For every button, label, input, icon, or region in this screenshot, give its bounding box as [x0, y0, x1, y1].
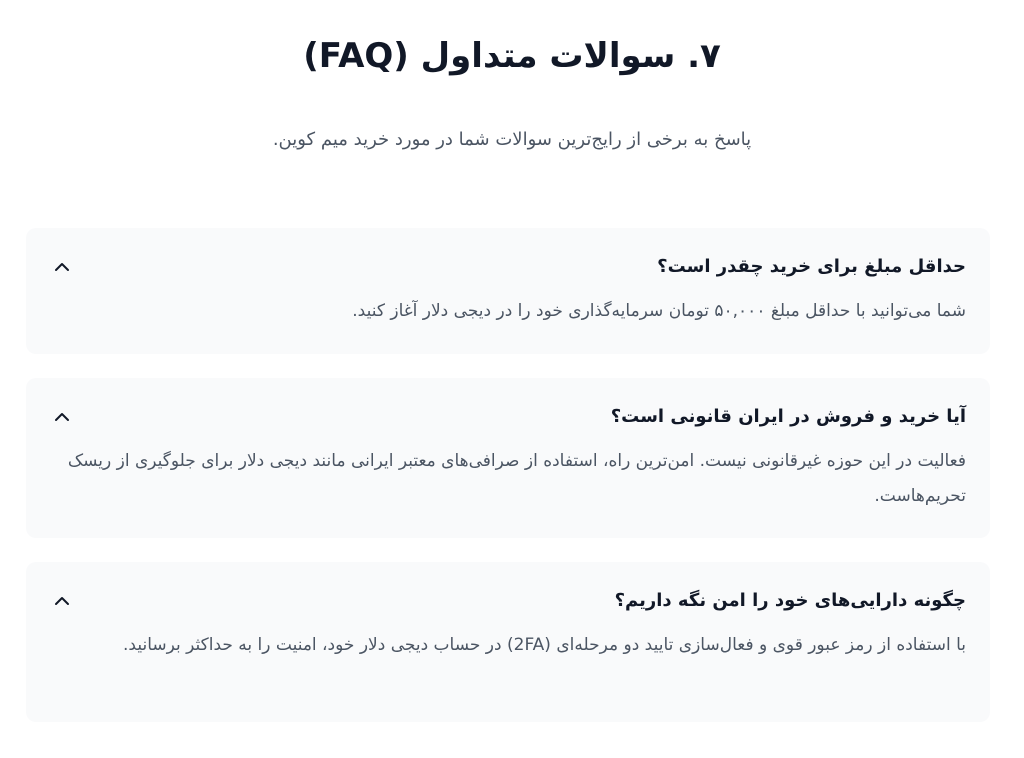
faq-question[interactable]: چگونه دارایی‌های خود را امن نگه داریم؟ [614, 590, 966, 611]
faq-question-row[interactable] [50, 400, 966, 434]
chevron-up-icon[interactable] [50, 405, 74, 429]
faq-item [26, 378, 990, 538]
faq-answer: شما می‌توانید با حداقل مبلغ ۵۰,۰۰۰ تومان سرمایه‌گذاری خود را در دیجی دلار آغاز کنید. [352, 301, 966, 321]
faq-question-row[interactable] [50, 250, 966, 284]
faq-answer: با استفاده از رمز عبور قوی و فعال‌سازی تایید دو مرحله‌ای (2FA) در حساب دیجی دلار خود، امنیت را به حداکثر برسانید. [123, 635, 966, 655]
chevron-up-icon[interactable] [50, 255, 74, 279]
faq-item [26, 562, 990, 722]
chevron-up-icon[interactable] [50, 589, 74, 613]
faq-item [26, 228, 990, 354]
faq-question-row[interactable] [50, 584, 966, 618]
section-subtitle: پاسخ به برخی از رایج‌ترین سوالات شما در مورد خرید میم کوین. [272, 129, 752, 150]
faq-answer: فعالیت در این حوزه غیرقانونی نیست. امن‌ترین راه، استفاده از صرافی‌های معتبر ایرانی مانند دیجی دلار برای جلوگیری از ریسک تحریم‌هاست. [67, 451, 966, 506]
faq-question[interactable]: حداقل مبلغ برای خرید چقدر است؟ [657, 256, 966, 277]
faq-question[interactable]: آیا خرید و فروش در ایران قانونی است؟ [610, 406, 966, 427]
faq-list [26, 228, 990, 722]
section-title: ۷. سوالات متداول (FAQ) [303, 36, 721, 76]
